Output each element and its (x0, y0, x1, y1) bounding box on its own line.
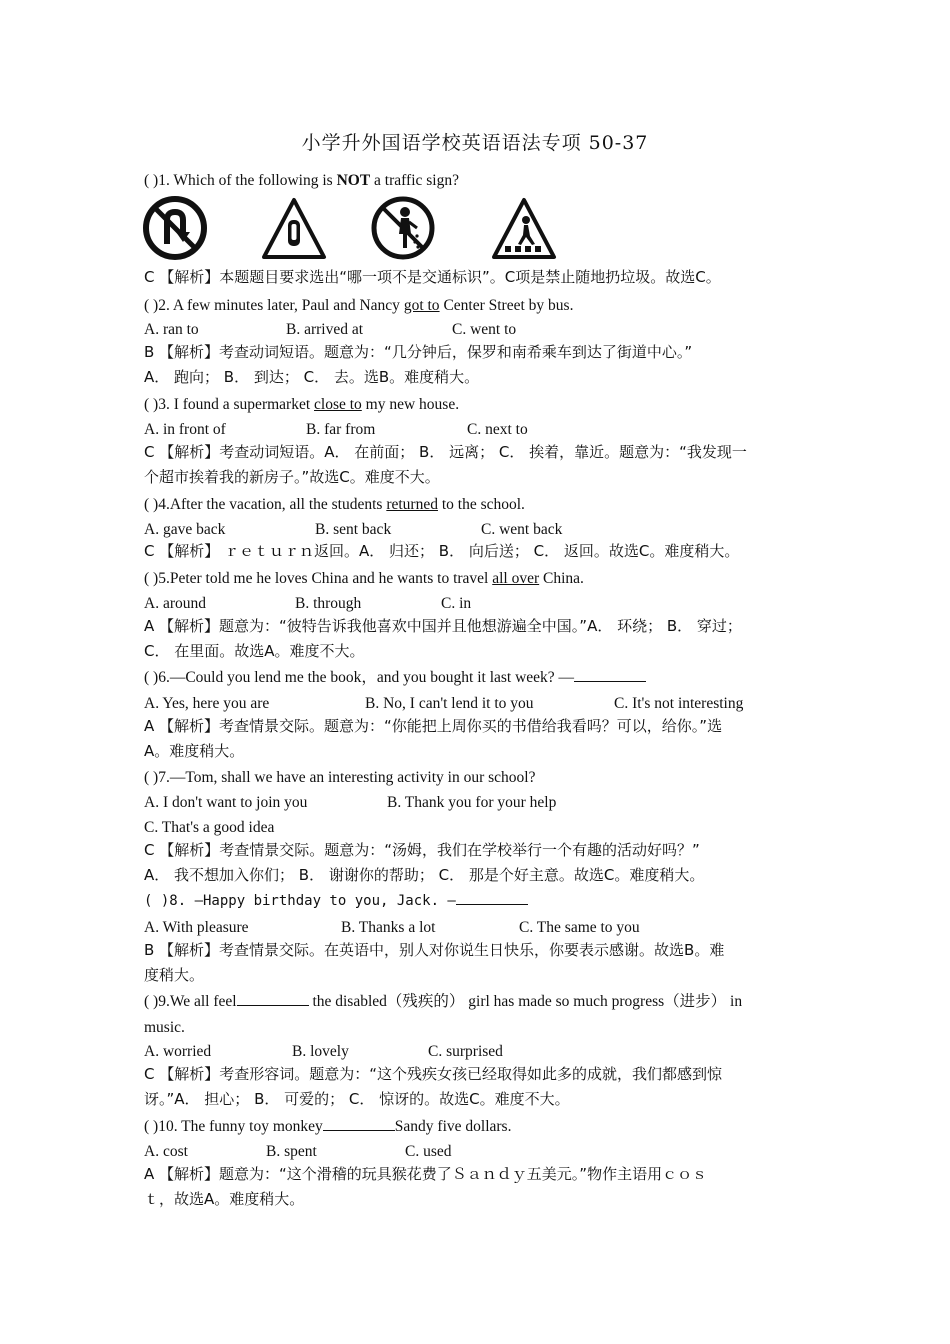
question-10-analysis-line-1: A 【解析】题意为：“这个滑稽的玩具猴花费了Ｓａｎｄｙ五美元。”物作主语用ｃｏｓ (144, 1165, 708, 1183)
question-5-option-b: B. through (295, 595, 362, 612)
question-4 (144, 494, 814, 516)
question-10-answer-blank (323, 1116, 395, 1131)
question-8-option-a: A. With pleasure (144, 919, 249, 936)
question-6-option-b: B. No, I can't lend it to you (365, 695, 534, 712)
question-1-prefix: ( )1. Which of the following is (144, 172, 337, 189)
question-4-suffix: to the school. (437, 496, 525, 513)
question-1-emphasis: NOT (336, 172, 371, 189)
question-9-line-2: music. (144, 1019, 185, 1036)
question-2-underlined: got to (403, 297, 440, 314)
question-8-analysis-line-1: B 【解析】考查情景交际。在英语中，别人对你说生日快乐，你要表示感谢。故选B。难 (144, 941, 725, 959)
question-1 (144, 170, 814, 192)
question-7-option-b: B. Thank you for your help (387, 794, 557, 811)
question-2-suffix: Center Street by bus. (439, 297, 574, 314)
question-9-option-a: A. worried (144, 1043, 212, 1060)
question-8-analysis-line-2: 度稍大。 (144, 966, 205, 984)
question-5 (144, 568, 814, 590)
question-8 (144, 890, 814, 912)
question-8-answer-blank (456, 890, 528, 905)
question-5-suffix: China. (539, 570, 584, 587)
no-u-turn-sign-icon (143, 196, 209, 260)
question-5-option-c: C. in (441, 595, 472, 612)
question-4-prefix: ( )4.After the vacation, all the students (144, 496, 387, 513)
question-2-prefix: ( )2. A few minutes later, Paul and Nancy (144, 297, 404, 314)
question-8-prefix: ( )8. —Happy birthday to you, Jack. — (144, 893, 456, 909)
no-littering-sign-icon (371, 196, 437, 260)
question-2-option-a: A. ran to (144, 321, 199, 338)
question-3-analysis-line-2: 个超市挨着我的新房子。”故选C。难度不大。 (144, 468, 440, 486)
question-5-underlined: all over (492, 570, 540, 587)
question-10-option-a: A. cost (144, 1143, 188, 1160)
question-7-analysis-line-1: C 【解析】考查情景交际。题意为：“汤姆，我们在学校举行一个有趣的活动好吗？” (144, 841, 700, 859)
question-4-option-b: B. sent back (315, 521, 392, 538)
question-1-suffix: a traffic sign? (370, 172, 459, 189)
question-3-suffix: my new house. (361, 396, 460, 413)
question-10-option-b: B. spent (266, 1143, 317, 1160)
question-3 (144, 394, 814, 416)
question-4-underlined: returned (386, 496, 438, 513)
question-2-option-c: C. went to (452, 321, 517, 338)
question-7: ( )7.—Tom, shall we have an interesting activity in our school? (144, 769, 536, 786)
question-6-answer-blank (574, 667, 646, 682)
question-9-answer-blank (237, 991, 309, 1006)
question-2-analysis-line-2: A． 跑向； B． 到达； C． 去。选B。难度稍大。 (144, 368, 480, 386)
question-3-analysis-line-1: C 【解析】考查动词短语。A． 在前面； B． 远离； C． 挨着，靠近。题意为：“我发现一 (144, 443, 747, 461)
question-5-option-a: A. around (144, 595, 206, 612)
question-4-option-c: C. went back (481, 521, 563, 538)
question-9-analysis-line-1: C 【解析】考查形容词。题意为：“这个残疾女孩已经取得如此多的成就，我们都感到惊 (144, 1065, 723, 1083)
question-10-analysis-line-2: ｔ，故选A。难度稍大。 (144, 1190, 305, 1208)
question-3-option-a: A. in front of (144, 421, 226, 438)
question-9-option-b: B. lovely (292, 1043, 349, 1060)
question-9-analysis-line-2: 讶。”A． 担心； B． 可爱的； C． 惊讶的。故选C。难度不大。 (144, 1090, 570, 1108)
page-title: 小学升外国语学校英语语法专项 50-37 (301, 132, 649, 154)
question-7-analysis-line-2: A． 我不想加入你们； B． 谢谢你的帮助； C． 那是个好主意。故选C。难度稍大。 (144, 866, 705, 884)
question-8-option-c: C. The same to you (519, 919, 640, 936)
pedestrian-crossing-sign-icon (491, 196, 557, 260)
question-10 (144, 1116, 814, 1138)
question-10-option-c: C. used (405, 1143, 452, 1160)
question-6-analysis-line-1: A 【解析】考查情景交际。题意为：“你能把上周你买的书借给我看吗？可以，给你。”选 (144, 717, 723, 735)
question-3-option-b: B. far from (306, 421, 376, 438)
question-10-prefix: ( )10. The funny toy monkey (144, 1118, 323, 1135)
question-10-suffix: Sandy five dollars. (394, 1118, 512, 1135)
question-6-option-a: A. Yes, here you are (144, 695, 270, 712)
question-9-option-c: C. surprised (428, 1043, 503, 1060)
traffic-signs-row (143, 196, 563, 260)
question-9-suffix: the disabled（残疾的） girl has made so much progress（进步） in (308, 993, 743, 1010)
question-2-option-b: B. arrived at (286, 321, 364, 338)
question-2 (144, 295, 814, 317)
question-3-underlined: close to (314, 396, 362, 413)
question-5-prefix: ( )5.Peter told me he loves China and he wants to travel (144, 570, 493, 587)
question-5-analysis-line-1: A 【解析】题意为：“彼特告诉我他喜欢中国并且他想游遍全中国。”A． 环绕； B． 穿过； (144, 617, 742, 635)
question-9-prefix: ( )9.We all feel (144, 993, 237, 1010)
question-6-prefix: ( )6.—Could you lend me the book，and you bought it last week? — (144, 669, 575, 686)
question-4-option-a: A. gave back (144, 521, 226, 538)
warning-triangle-sign-icon (261, 196, 327, 260)
question-7-option-a: A. I don't want to join you (144, 794, 308, 811)
question-9 (144, 991, 814, 1013)
question-2-analysis-line-1: B 【解析】考查动词短语。题意为：“几分钟后，保罗和南希乘车到达了街道中心。” (144, 343, 693, 361)
question-7-option-c: C. That's a good idea (144, 819, 275, 836)
question-3-prefix: ( )3. I found a supermarket (144, 396, 315, 413)
question-1-analysis: C 【解析】本题题目要求选出“哪一项不是交通标识”。C项是禁止随地扔垃圾。故选C。 (144, 268, 721, 286)
question-6 (144, 667, 814, 689)
question-4-analysis: C 【解析】 ｒｅｔｕｒｎ返回。A． 归还； B． 向后送； C． 返回。故选C。难度稍大。 (144, 542, 740, 560)
question-3-option-c: C. next to (467, 421, 528, 438)
question-5-analysis-line-2: C． 在里面。故选A。难度不大。 (144, 642, 365, 660)
question-8-option-b: B. Thanks a lot (341, 919, 436, 936)
question-6-option-c: C. It's not interesting (614, 695, 744, 712)
question-6-analysis-line-2: A。难度稍大。 (144, 742, 245, 760)
